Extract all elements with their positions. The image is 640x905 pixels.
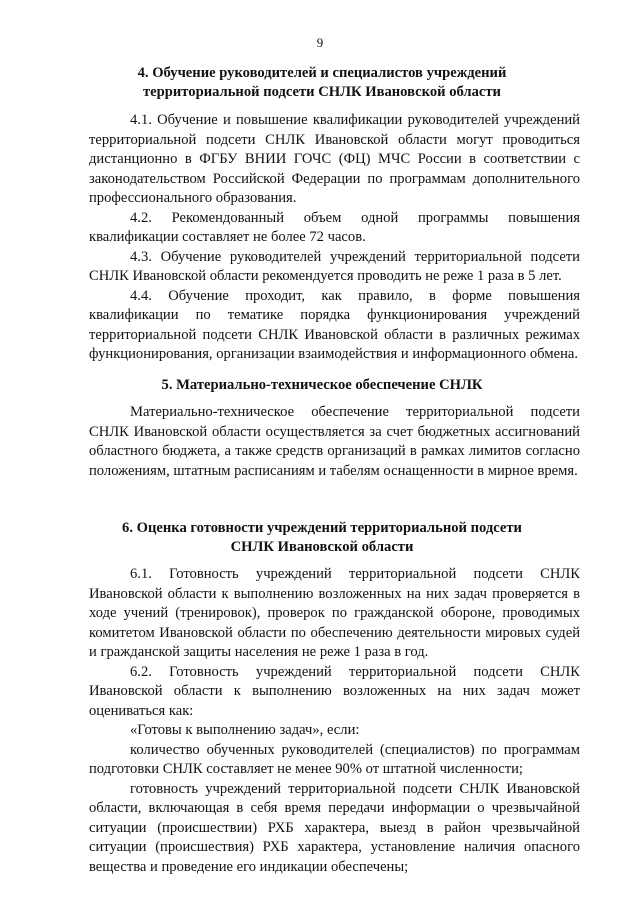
paragraph-readiness-criteria: готовность учреждений территориальной подсети СНЛК Ивановской области, включающая в себя время передачи информации о чрезвычайной ситуации (происшествии) РХБ характера, выезд в район чрезвычайной ситуации (происшествия) РХБ характера, установление наличия опасного вещества и проведение его индикации обеспечены; bbox=[89, 780, 580, 875]
paragraph-4-3: 4.3. Обучение руководителей учреждений территориальной подсети СНЛК Ивановской области рекомендуется проводить не реже 1 раза в 5 лет. bbox=[89, 248, 580, 284]
paragraph-5-1: Материально-техническое обеспечение территориальной подсети СНЛК Ивановской области осуществляется за счет бюджетных ассигнований областного бюджета, а также средств организаций в рамках лимитов согласно положениям, штатным расписаниям и табелям оснащенности в мирное время. bbox=[89, 404, 580, 479]
paragraph-4-4: 4.4. Обучение проходит, как правило, в форме повышения квалификации по тематике порядка функционирования учреждений территориальной подсети СНЛК Ивановской области в различных режимах функционирования, организации взаимодействия и информационного обмена. bbox=[89, 287, 580, 362]
page-number: 9 bbox=[316, 35, 324, 50]
paragraph-6-1: 6.1. Готовность учреждений территориальной подсети СНЛК Ивановской области к выполнению возложенных на них задач проверяется в ходе учений (тренировок), проверок по гражданской обороне, проводимых комитетом Ивановской области по обеспечению деятельности мировых судей и гражданской защиты населения не реже 1 раза в год. bbox=[89, 566, 580, 660]
section-4-body bbox=[89, 111, 580, 365]
section-4-heading: 4. Обучение руководителей и специалистов учреждений территориальной подсети СНЛК Ивановской области bbox=[137, 65, 507, 100]
paragraph-4-2: 4.2. Рекомендованный объем одной программы повышения квалификации составляет не более 72 часов. bbox=[89, 209, 580, 245]
paragraph-6-2: 6.2. Готовность учреждений территориальной подсети СНЛК Ивановской области к выполнению возложенных на них задач может оцениваться как: bbox=[89, 663, 580, 719]
section-6-heading: 6. Оценка готовности учреждений территориальной подсети СНЛК Ивановской области bbox=[122, 520, 522, 555]
section-6-body bbox=[89, 565, 580, 877]
paragraph-4-1: 4.1. Обучение и повышение квалификации руководителей учреждений территориальной подсети СНЛК Ивановской области могут проводиться дистанционно в ФГБУ ВНИИ ГОЧС (ФЦ) МЧС России в соответствии с законодательством Российской Федерации по программам дополнительного профессионального образования. bbox=[89, 112, 580, 206]
paragraph-trained-staff: количество обученных руководителей (специалистов) по программам подготовки СНЛК составляет не менее 90% от штатной численности; bbox=[89, 741, 580, 777]
section-5-heading: 5. Материально-техническое обеспечение СНЛК bbox=[161, 377, 483, 393]
section-5-body bbox=[89, 403, 580, 481]
paragraph-ready: «Готовы к выполнению задач», если: bbox=[130, 722, 360, 738]
